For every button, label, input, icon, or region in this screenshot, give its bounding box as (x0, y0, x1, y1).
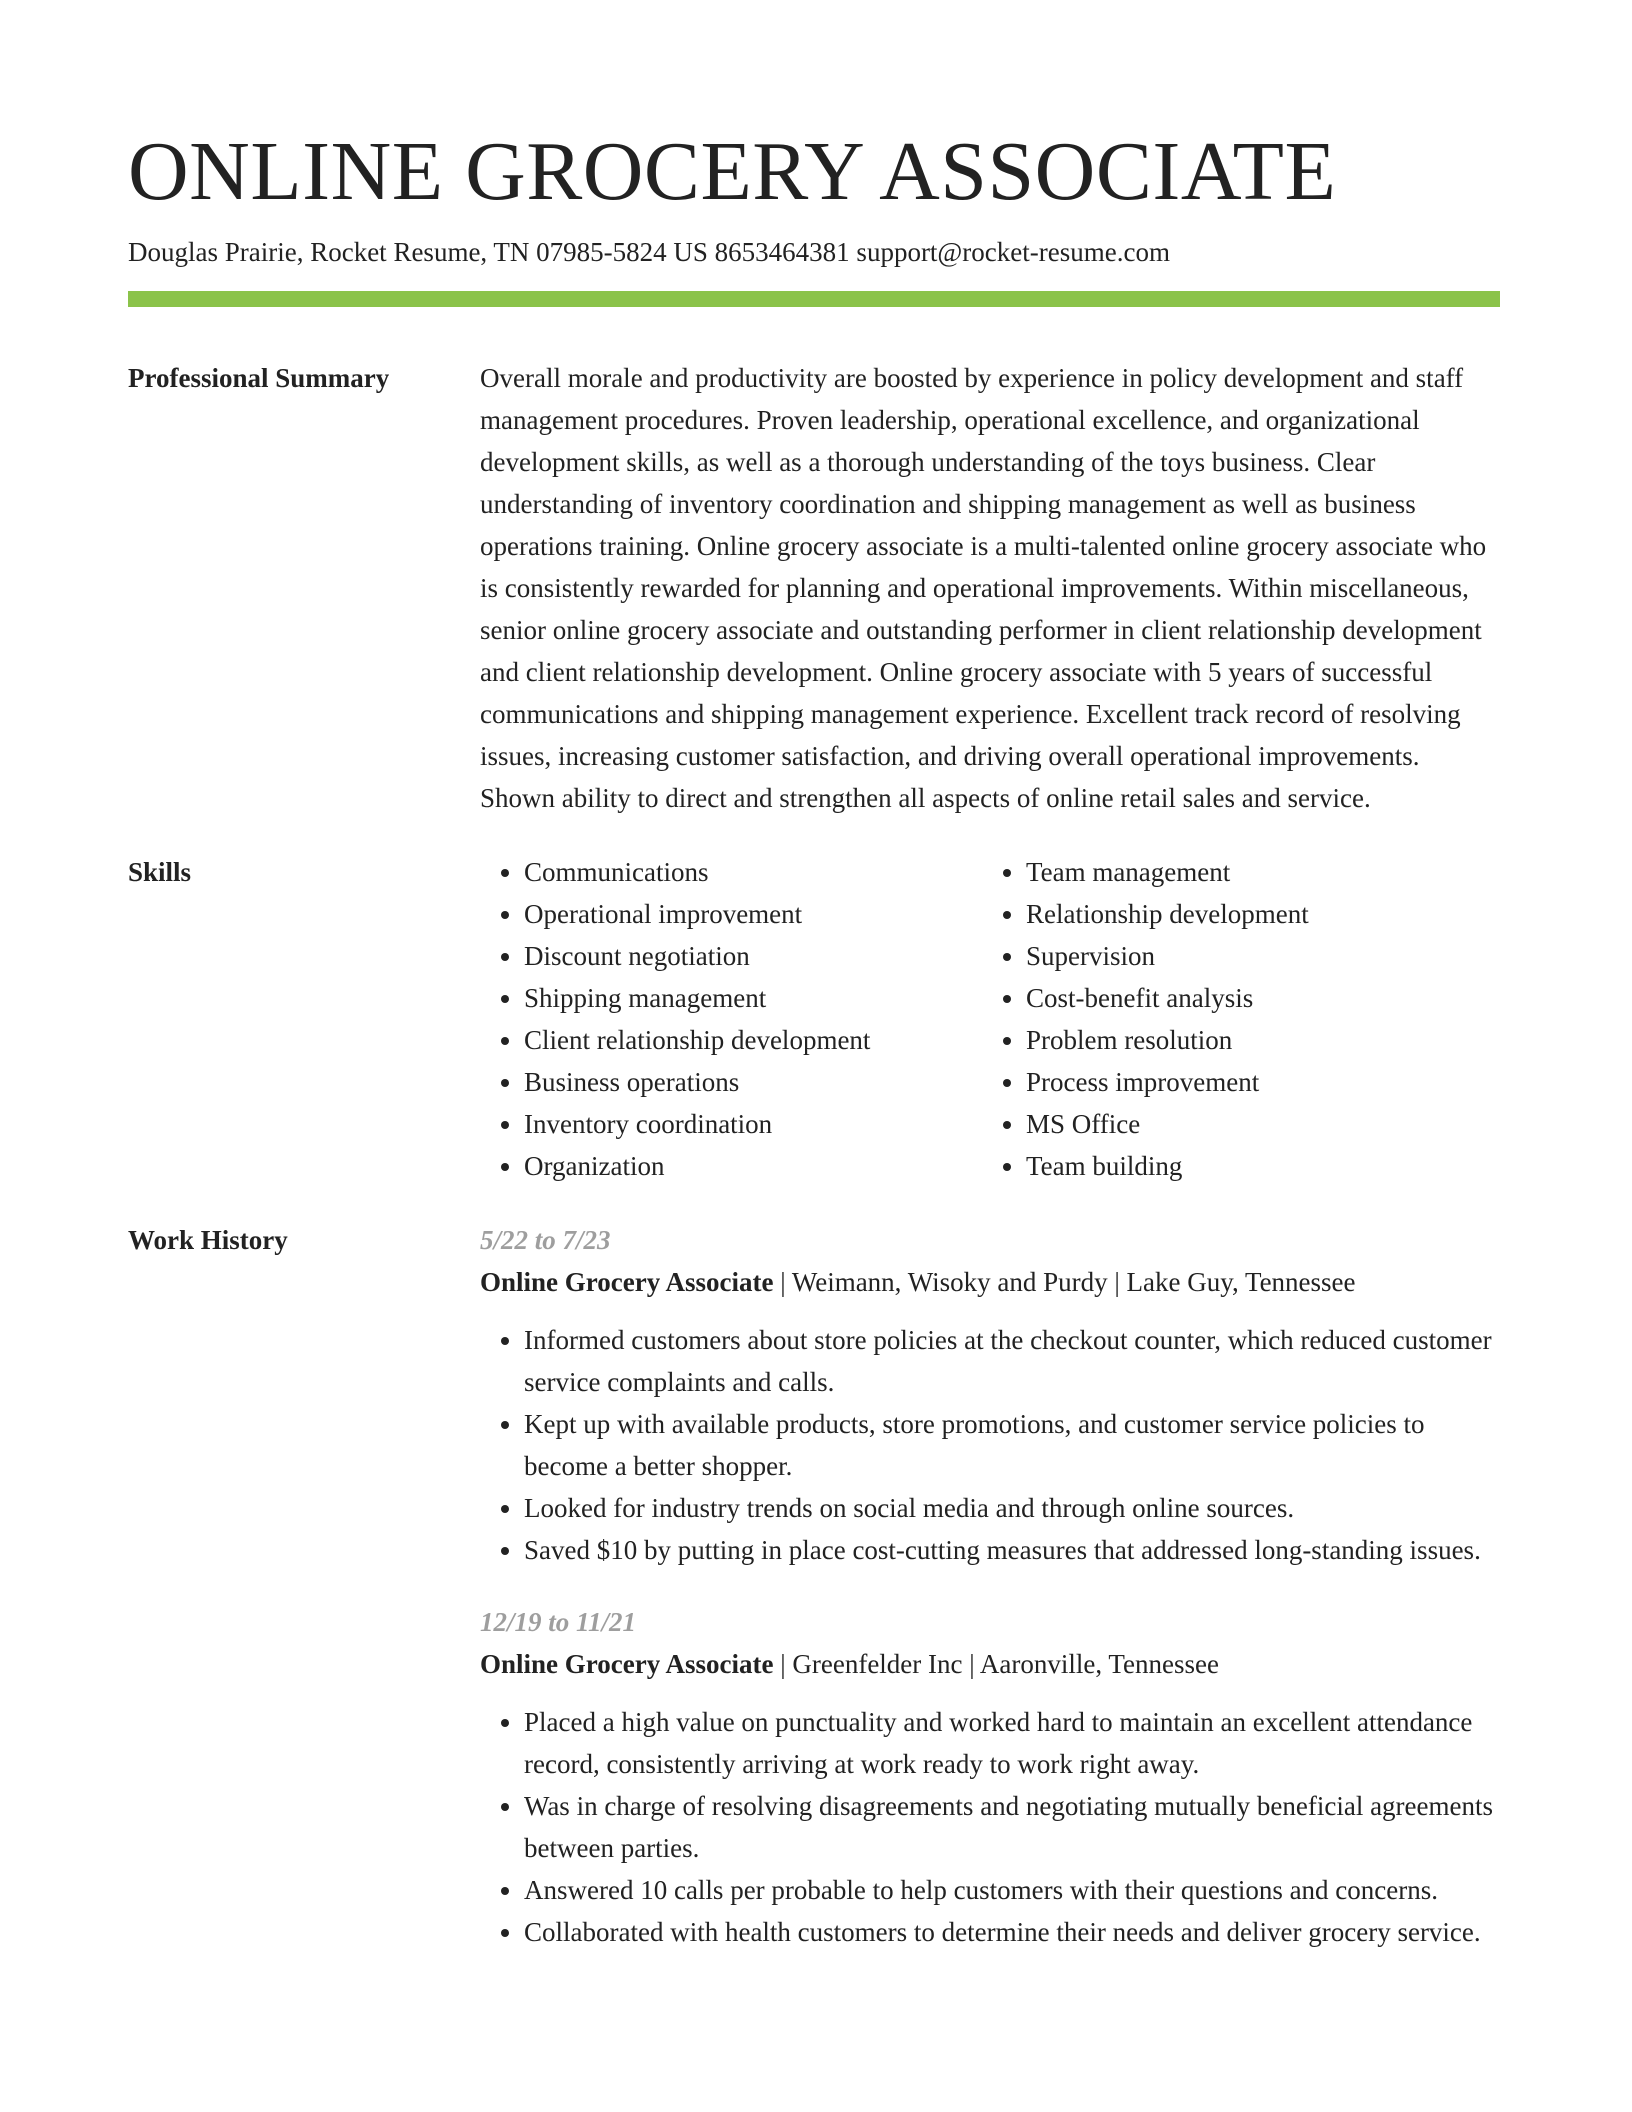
skill-item: • Organization (524, 1145, 940, 1187)
skills-column-left (480, 851, 940, 1187)
skill-item: • Operational improvement (524, 893, 940, 935)
skill-item: • Discount negotiation (524, 935, 940, 977)
skills-grid (480, 851, 1500, 1187)
duty-item: • Kept up with available products, store promotions, and customer service policies to become a better shopper. (524, 1403, 1500, 1487)
job-heading (480, 1261, 1500, 1303)
job-heading (480, 1643, 1500, 1685)
skill-item: • Team management (1026, 851, 1309, 893)
duty-item: • Saved $10 by putting in place cost-cutting measures that addressed long-standing issues. (524, 1529, 1500, 1571)
job-duties (480, 1701, 1500, 1953)
duty-item: • Collaborated with health customers to determine their needs and deliver grocery service. (524, 1911, 1500, 1953)
skill-item: • Supervision (1026, 935, 1309, 977)
job-dates: 5/22 to 7/23 (480, 1225, 611, 1255)
skill-item: • Problem resolution (1026, 1019, 1309, 1061)
section-label: Skills (128, 857, 192, 887)
duty-item: • Was in charge of resolving disagreements and negotiating mutually beneficial agreements between parties. (524, 1785, 1500, 1869)
duty-item: • Placed a high value on punctuality and worked hard to maintain an excellent attendance record, consistently arriving at work ready to work right away. (524, 1701, 1500, 1785)
job-entry (480, 1219, 1500, 1571)
section-work-history (128, 1219, 1500, 1953)
summary-text: Overall morale and productivity are boosted by experience in policy development and staff management procedures. Proven leadership, operational excellence, and organizational development skills, as well as a thorough understanding of the toys business. Clear understanding of inventory coordination and shipping management as well as business operations training. Online grocery associate is a multi-talented online grocery associate who is consistently rewarded for planning and operational improvements. Within miscellaneous, senior online grocery associate and outstanding performer in client relationship development and client relationship development. Online grocery associate with 5 years of successful communications and shipping management experience. Excellent track record of resolving issues, increasing customer satisfaction, and driving overall operational improvements. Shown ability to direct and strengthen all aspects of online retail sales and service. (480, 363, 1487, 813)
job-title: Online Grocery Associate (480, 1267, 774, 1297)
duty-item: • Looked for industry trends on social media and through online sources. (524, 1487, 1500, 1529)
skill-item: • Inventory coordination (524, 1103, 940, 1145)
section-label: Work History (128, 1225, 288, 1255)
skill-item: • Business operations (524, 1061, 940, 1103)
skill-item: • Shipping management (524, 977, 940, 1019)
job-details: | Weimann, Wisoky and Purdy | Lake Guy, Tennessee (773, 1267, 1356, 1297)
resume-title: ONLINE GROCERY ASSOCIATE (128, 125, 1337, 218)
section-body (480, 1219, 1500, 1953)
job-title: Online Grocery Associate (480, 1649, 774, 1679)
skill-item: • Client relationship development (524, 1019, 940, 1061)
skill-item: • Cost-benefit analysis (1026, 977, 1309, 1019)
job-entry (480, 1601, 1500, 1953)
section-skills (128, 851, 1500, 1187)
section-body (480, 357, 1500, 819)
accent-divider (128, 291, 1500, 307)
skill-item: • Team building (1026, 1145, 1309, 1187)
skill-item: • Process improvement (1026, 1061, 1309, 1103)
job-details: | Greenfelder Inc | Aaronville, Tennessee (773, 1649, 1219, 1679)
section-label: Professional Summary (128, 363, 390, 393)
skill-item: • Relationship development (1026, 893, 1309, 935)
job-dates: 12/19 to 11/21 (480, 1607, 637, 1637)
section-professional-summary (128, 357, 1500, 819)
duty-item: • Informed customers about store policies at the checkout counter, which reduced customer service complaints and calls. (524, 1319, 1500, 1403)
skill-item: • Communications (524, 851, 940, 893)
skills-column-right (982, 851, 1309, 1187)
job-duties (480, 1319, 1500, 1571)
contact-line: Douglas Prairie, Rocket Resume, TN 07985-5824 US 8653464381 support@rocket-resume.com (128, 237, 1170, 267)
skill-item: • MS Office (1026, 1103, 1309, 1145)
duty-item: • Answered 10 calls per probable to help customers with their questions and concerns. (524, 1869, 1500, 1911)
